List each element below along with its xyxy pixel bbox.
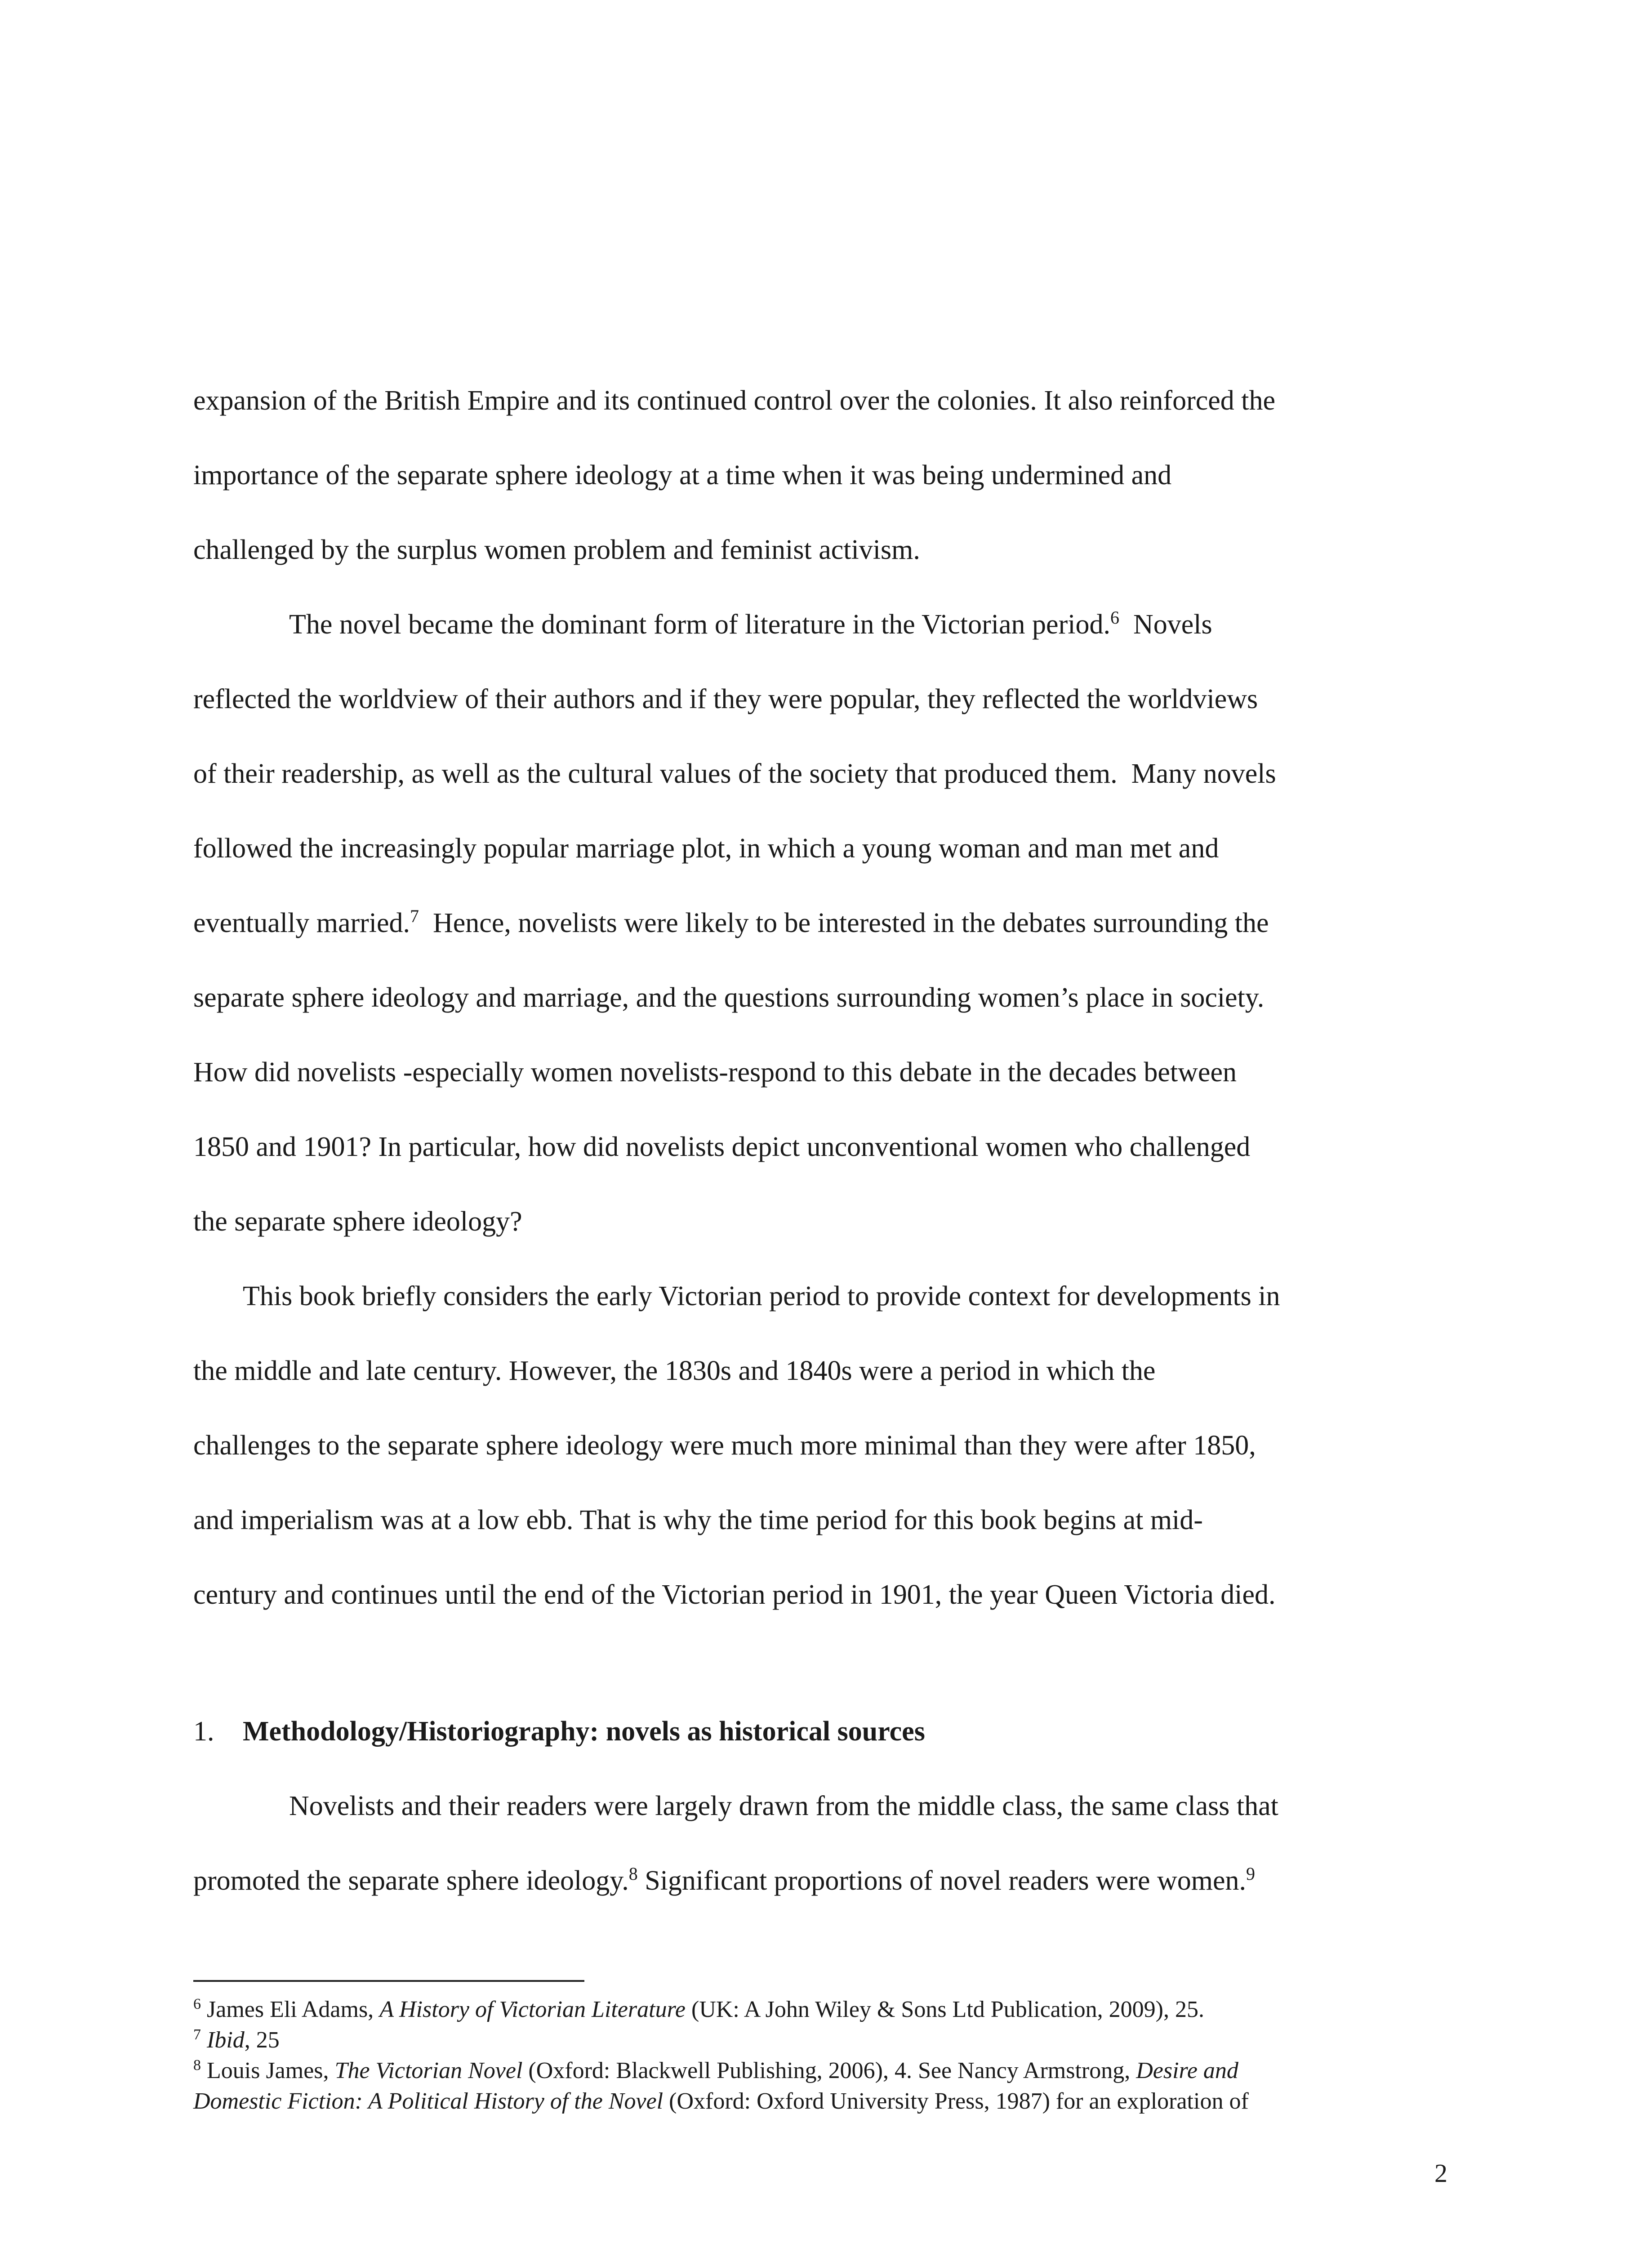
section-text	[193, 1769, 1447, 1918]
section-heading	[193, 1694, 925, 1769]
text-line: 1850 and 1901? In particular, how did novelists depict unconventional women who challenged	[193, 1132, 1251, 1162]
text-line: promoted the separate sphere ideology.$^8$ Significant proportions of novel readers were women.$^9$	[193, 1864, 1255, 1896]
text-line: of their readership, as well as the cultural values of the society that produced them. Many novels	[193, 758, 1276, 789]
footnote-7: $^7$ Ibid, 25	[193, 2026, 280, 2053]
footnote-divider	[193, 1980, 584, 1982]
text-line: and imperialism was at a low ebb. That is why the time period for this book begins at mid-	[193, 1505, 1203, 1535]
footnote-8: $^8$ Louis James, The Victorian Novel (Oxford: Blackwell Publishing, 2006), 4. See Nancy Armstrong, Desire and	[193, 2057, 1238, 2083]
footnote-6: $^6$ James Eli Adams, A History of Victorian Literature (UK: A John Wiley & Sons Ltd Publication, 2009), 25.	[193, 1996, 1204, 2022]
text-line: This book briefly considers the early Victorian period to provide context for developments in	[243, 1281, 1280, 1311]
text-line: the separate sphere ideology?	[193, 1206, 522, 1237]
page-number: 2	[1434, 2159, 1447, 2188]
text-line: challenged by the surplus women problem and feminist activism.	[193, 535, 920, 565]
footnote-ref[interactable]: 6	[1110, 607, 1119, 628]
text-line: challenges to the separate sphere ideology were much more minimal than they were after 1850,	[193, 1430, 1256, 1461]
text-line: expansion of the British Empire and its continued control over the colonies. It also reinforced the	[193, 385, 1276, 416]
text-line: the middle and late century. However, the 1830s and 1840s were a period in which the	[193, 1356, 1156, 1386]
section-number: 1.	[193, 1716, 214, 1747]
footnote-ref[interactable]: 8	[628, 1864, 638, 1884]
text-line: followed the increasingly popular marriage plot, in which a young woman and man met and	[193, 833, 1219, 864]
text-line: separate sphere ideology and marriage, and the questions surrounding women’s place in society.	[193, 982, 1265, 1013]
text-line: The novel became the dominant form of literature in the Victorian period.$^6$ Novels	[289, 607, 1212, 640]
text-line: reflected the worldview of their authors and if they were popular, they reflected the worldviews	[193, 684, 1258, 714]
footnote-ref[interactable]: 9	[1246, 1864, 1255, 1884]
text-line: importance of the separate sphere ideology at a time when it was being undermined and	[193, 460, 1172, 491]
footnote-ref[interactable]: 7	[410, 906, 419, 926]
text-line: How did novelists -especially women novelists-respond to this debate in the decades between	[193, 1057, 1237, 1088]
text-line: Novelists and their readers were largely drawn from the middle class, the same class that	[289, 1791, 1278, 1821]
footnote-8-continued: Domestic Fiction: A Political History of the Novel (Oxford: Oxford University Press, 1987) for an exploration of	[193, 2088, 1249, 2114]
section-title: Methodology/Historiography: novels as historical sources	[243, 1716, 925, 1747]
footnotes	[193, 1994, 1452, 2117]
text-line: century and continues until the end of the Victorian period in 1901, the year Queen Victoria died.	[193, 1579, 1276, 1610]
text-line: eventually married.$^7$ Hence, novelists were likely to be interested in the debates surrounding the	[193, 906, 1269, 938]
main-text	[193, 363, 1447, 1632]
